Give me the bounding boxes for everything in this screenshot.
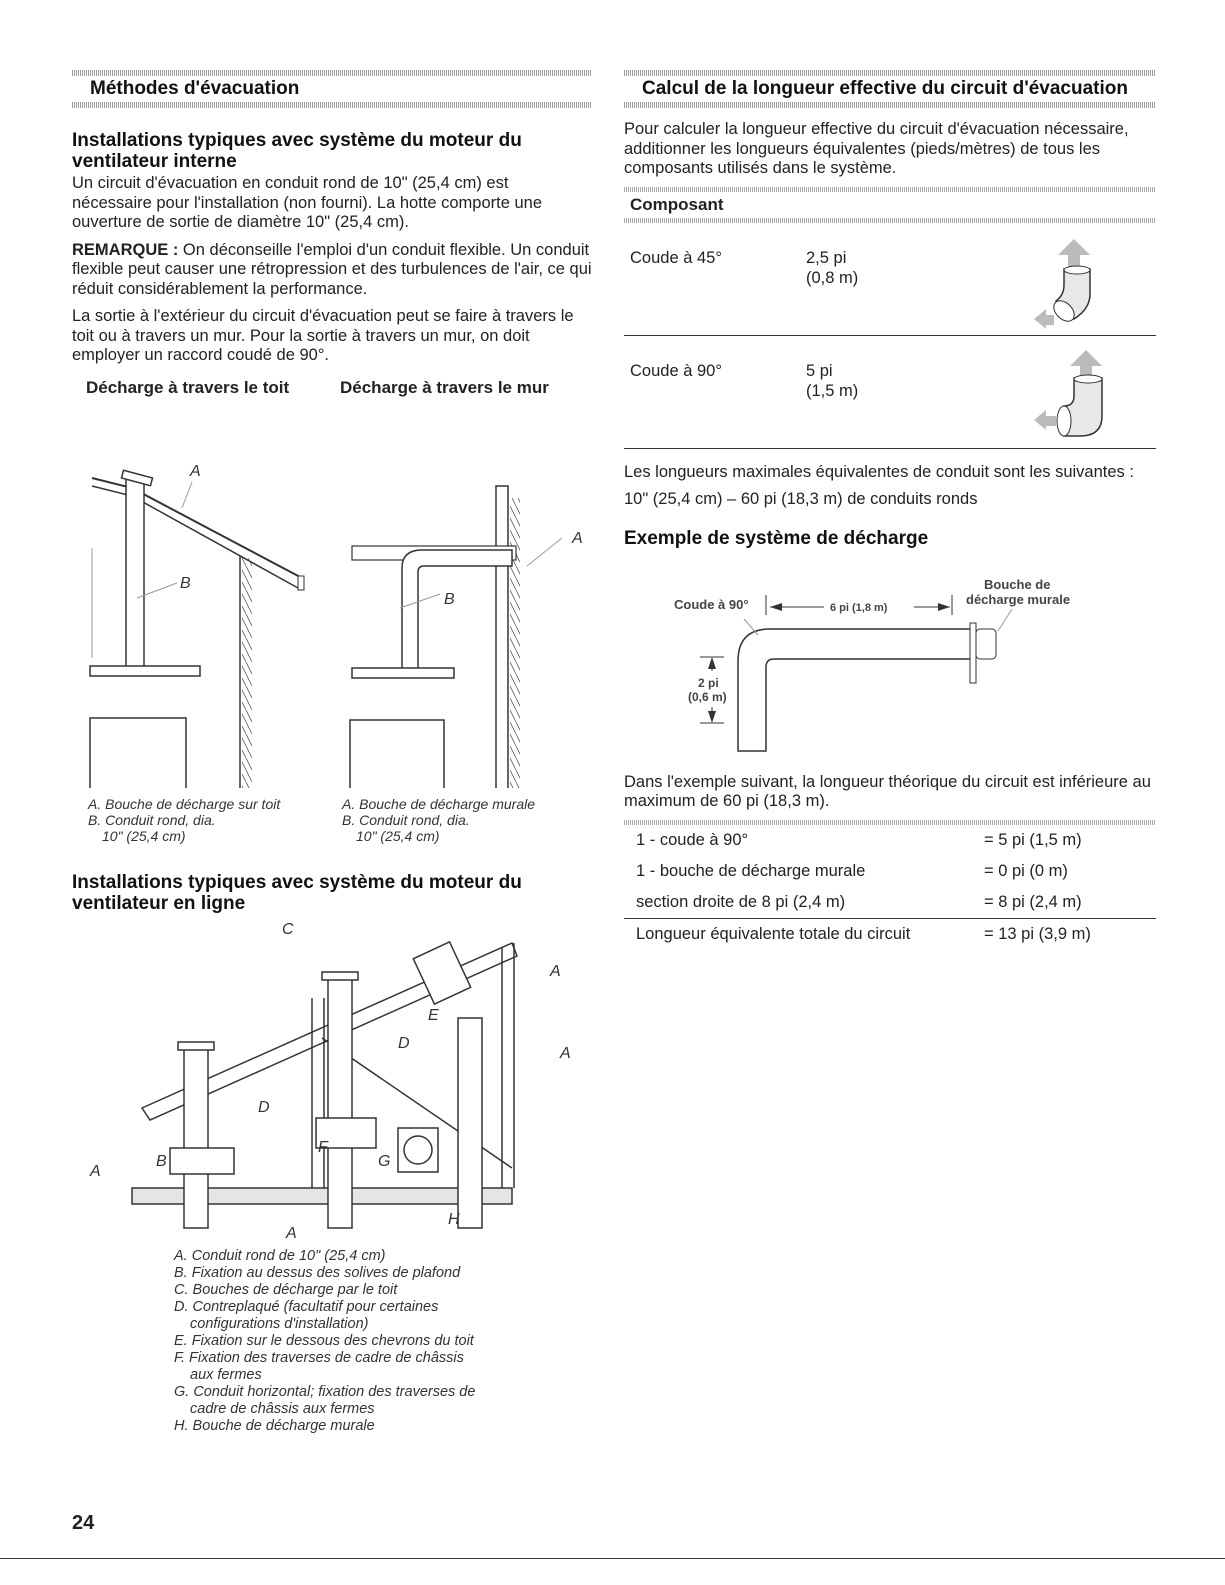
page-number: 24: [72, 1512, 95, 1534]
subsection-title-internal: Installations typiques avec système du moteur du ventilateur interne: [72, 130, 522, 172]
wall-caption: [342, 796, 535, 844]
note-paragraph: [72, 241, 592, 300]
example-vert-m: (0,6 m): [688, 689, 727, 704]
component-length-m: (1,5 m): [806, 381, 859, 400]
example-text: Dans l'exemple suivant, la longueur théorique du circuit est inférieure au maximum de 60 pi (18,3 m).: [624, 772, 1151, 810]
inline-caption: [174, 1248, 592, 1435]
inline-label-b: B: [156, 1152, 167, 1170]
left-column: [72, 70, 592, 1435]
note-label: REMARQUE :: [72, 240, 179, 259]
component-length-ft: 5 pi: [806, 361, 833, 380]
subsection-title-inline: Installations typiques avec système du moteur du ventilateur en ligne: [72, 871, 522, 914]
section-title-calc: Calcul de la longueur effective du circuit d'évacuation: [624, 70, 1156, 108]
table-row: [624, 856, 1156, 887]
inline-label-g: G: [378, 1152, 391, 1170]
wall-heading: Décharge à travers le mur: [340, 377, 549, 397]
inline-caption-b: B. Fixation au dessus des solives de plafond: [174, 1264, 461, 1281]
inline-label-a2: A: [560, 1044, 571, 1062]
component-header: Composant: [630, 194, 724, 214]
component-name: Coude à 45°: [630, 248, 722, 267]
inline-caption-e: E. Fixation sur le dessous des chevrons du toit: [174, 1332, 474, 1349]
inline-caption-f-cont: aux fermes: [190, 1366, 262, 1383]
calc-value: = 5 pi (1,5 m): [984, 830, 1082, 849]
inline-caption-g-cont: cadre de châssis aux fermes: [190, 1400, 375, 1417]
roof-label-b: B: [180, 574, 191, 592]
roof-label-a: A: [190, 462, 201, 480]
wall-caption-b-size: 10" (25,4 cm): [356, 827, 440, 844]
component-length-ft: 2,5 pi: [806, 248, 847, 267]
inline-label-a1: A: [550, 962, 561, 980]
max-length-text: Les longueurs maximales équivalentes de conduit sont les suivantes :: [624, 462, 1134, 481]
inline-caption-d-cont: configurations d'installation): [190, 1315, 369, 1332]
wall-label-b: B: [444, 590, 455, 608]
example-elbow-label: Coude à 90°: [674, 596, 749, 612]
right-column: [624, 70, 1156, 950]
table-row: [624, 887, 1156, 919]
inline-fan-diagram: [72, 918, 592, 1238]
calc-item: 1 - bouche de décharge murale: [636, 861, 866, 880]
component-row-45: [624, 223, 1156, 336]
roof-caption-b-size: 10" (25,4 cm): [102, 827, 186, 844]
component-row-90: [624, 336, 1156, 449]
roof-heading: Décharge à travers le toit: [86, 377, 290, 397]
calc-table: [624, 825, 1156, 950]
example-diagram: [624, 551, 1156, 761]
discharge-captions: [88, 796, 592, 844]
section-title-methods: Méthodes d'évacuation: [72, 70, 592, 108]
inline-caption-g: G. Conduit horizontal; fixation des traverses de: [174, 1383, 476, 1400]
inline-label-d2: D: [258, 1098, 270, 1116]
wall-label-a: A: [572, 529, 583, 547]
roof-discharge-figure: [72, 463, 304, 788]
calc-value: = 0 pi (0 m): [984, 861, 1068, 880]
calc-value: = 8 pi (2,4 m): [984, 892, 1082, 911]
inline-label-a4: A: [286, 1224, 297, 1238]
example-title: Exemple de système de décharge: [624, 527, 929, 549]
roof-wall-diagram: [72, 398, 592, 788]
para-duct-requirement: Un circuit d'évacuation en conduit rond de 10" (25,4 cm) est nécessaire pour l'installation (non fourni). La hotte comporte une ouverture de sortie de diamètre 10" (25,4 cm).: [72, 174, 543, 231]
wall-caption-b: B. Conduit rond, dia.: [342, 811, 470, 828]
calc-intro: Pour calculer la longueur effective du circuit d'évacuation nécessaire, additionner les longueurs équivalentes (pieds/mètres) de tous les composants utilisés dans le système.: [624, 120, 1129, 177]
example-cap-label-2: décharge murale: [966, 591, 1071, 607]
roof-caption-b: B. Conduit rond, dia.: [88, 811, 216, 828]
elbow-90-icon: [1034, 350, 1114, 440]
elbow-45-icon: [1034, 239, 1114, 329]
inline-caption-c: C. Bouches de décharge par le toit: [174, 1281, 398, 1298]
component-length-m: (0,8 m): [806, 268, 859, 287]
table-row-total: [624, 918, 1156, 950]
inline-caption-f: F. Fixation des traverses de cadre de châssis: [174, 1349, 464, 1366]
inline-label-a3: A: [90, 1162, 101, 1180]
inline-caption-d: D. Contreplaqué (facultatif pour certaines: [174, 1298, 439, 1315]
note-text: On déconseille l'emploi d'un conduit flexible. Un conduit flexible peut causer une rétropression et des turbulences de l'air, ce qui réduit considérablement la performance.: [72, 240, 592, 298]
inline-caption-a: A. Conduit rond de 10" (25,4 cm): [174, 1247, 386, 1264]
wall-discharge-figure: [342, 486, 583, 788]
calc-total-item: Longueur équivalente totale du circuit: [636, 924, 911, 943]
table-row: [624, 825, 1156, 856]
calc-item: section droite de 8 pi (2,4 m): [636, 892, 846, 911]
calc-item: 1 - coude à 90°: [636, 830, 749, 849]
inline-label-e: E: [428, 1006, 439, 1024]
example-horizontal-label: 6 pi (1,8 m): [830, 601, 888, 614]
bottom-rule: [0, 1558, 1225, 1559]
calc-total-value: = 13 pi (3,9 m): [984, 924, 1091, 943]
inline-label-d1: D: [398, 1034, 410, 1052]
inline-label-c: C: [282, 920, 294, 938]
example-vert-ft: 2 pi: [698, 675, 719, 690]
example-cap-label-1: Bouche de: [984, 576, 1051, 592]
inline-label-f: F: [318, 1138, 328, 1156]
roof-caption: [88, 796, 342, 844]
inline-label-h: H: [448, 1210, 460, 1228]
wall-caption-a: A. Bouche de décharge murale: [342, 795, 536, 812]
component-name: Coude à 90°: [630, 361, 722, 380]
roof-caption-a: A. Bouche de décharge sur toit: [88, 795, 281, 812]
para-exit: La sortie à l'extérieur du circuit d'évacuation peut se faire à travers le toit ou à travers un mur. Pour la sortie à travers un mur, on doit employer un raccord coudé de 90°.: [72, 307, 574, 364]
max-length-value: 10" (25,4 cm) – 60 pi (18,3 m) de conduits ronds: [624, 490, 978, 508]
discharge-headings: [86, 378, 592, 398]
inline-caption-h: H. Bouche de décharge murale: [174, 1417, 375, 1434]
